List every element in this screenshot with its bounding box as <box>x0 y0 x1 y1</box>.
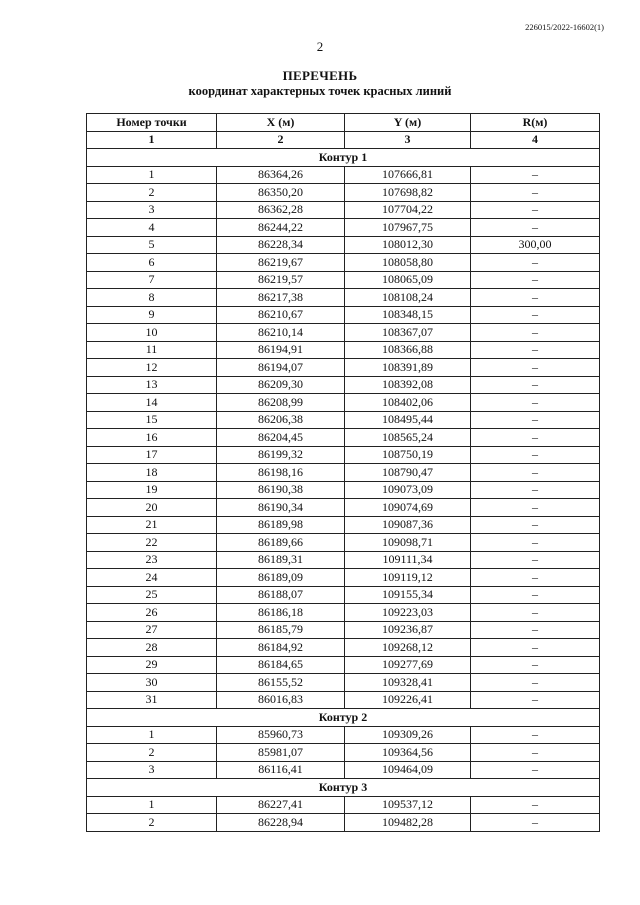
radius-cell: – <box>471 324 600 342</box>
point-number-cell: 3 <box>87 761 217 779</box>
radius-cell: – <box>471 656 600 674</box>
radius-cell: – <box>471 446 600 464</box>
radius-cell: – <box>471 796 600 814</box>
header-x: X (м) <box>217 114 345 132</box>
y-coordinate-cell: 108790,47 <box>345 464 471 482</box>
contour-title: Контур 2 <box>87 709 600 727</box>
radius-cell: – <box>471 254 600 272</box>
x-coordinate-cell: 86228,34 <box>217 236 345 254</box>
table-row <box>87 551 600 569</box>
x-coordinate-cell: 86189,09 <box>217 569 345 587</box>
y-coordinate-cell: 109119,12 <box>345 569 471 587</box>
point-number-cell: 10 <box>87 324 217 342</box>
table-row <box>87 726 600 744</box>
x-coordinate-cell: 86219,67 <box>217 254 345 272</box>
coordinates-table <box>86 113 600 832</box>
y-coordinate-cell: 108348,15 <box>345 306 471 324</box>
x-coordinate-cell: 86186,18 <box>217 604 345 622</box>
point-number-cell: 24 <box>87 569 217 587</box>
y-coordinate-cell: 108750,19 <box>345 446 471 464</box>
x-coordinate-cell: 86244,22 <box>217 219 345 237</box>
x-coordinate-cell: 86116,41 <box>217 761 345 779</box>
point-number-cell: 17 <box>87 446 217 464</box>
y-coordinate-cell: 108495,44 <box>345 411 471 429</box>
table-row <box>87 691 600 709</box>
point-number-cell: 30 <box>87 674 217 692</box>
point-number-cell: 15 <box>87 411 217 429</box>
y-coordinate-cell: 109223,03 <box>345 604 471 622</box>
point-number-cell: 2 <box>87 814 217 832</box>
x-coordinate-cell: 86016,83 <box>217 691 345 709</box>
y-coordinate-cell: 107704,22 <box>345 201 471 219</box>
x-coordinate-cell: 86194,91 <box>217 341 345 359</box>
radius-cell: – <box>471 464 600 482</box>
column-number: 2 <box>217 131 345 149</box>
radius-cell: – <box>471 691 600 709</box>
radius-cell: – <box>471 359 600 377</box>
radius-cell: – <box>471 534 600 552</box>
table-row <box>87 219 600 237</box>
radius-cell: – <box>471 306 600 324</box>
y-coordinate-cell: 109464,09 <box>345 761 471 779</box>
point-number-cell: 12 <box>87 359 217 377</box>
y-coordinate-cell: 108366,88 <box>345 341 471 359</box>
y-coordinate-cell: 109364,56 <box>345 744 471 762</box>
table-row <box>87 586 600 604</box>
document-title: ПЕРЕЧЕНЬ <box>282 68 358 83</box>
radius-cell: – <box>471 271 600 289</box>
x-coordinate-cell: 86189,98 <box>217 516 345 534</box>
y-coordinate-cell: 109328,41 <box>345 674 471 692</box>
radius-cell: – <box>471 674 600 692</box>
table-row <box>87 446 600 464</box>
y-coordinate-cell: 109155,34 <box>345 586 471 604</box>
x-coordinate-cell: 86209,30 <box>217 376 345 394</box>
y-coordinate-cell: 109277,69 <box>345 656 471 674</box>
table-row <box>87 674 600 692</box>
point-number-cell: 8 <box>87 289 217 307</box>
point-number-cell: 11 <box>87 341 217 359</box>
point-number-cell: 16 <box>87 429 217 447</box>
point-number-cell: 22 <box>87 534 217 552</box>
y-coordinate-cell: 108065,09 <box>345 271 471 289</box>
radius-cell: – <box>471 639 600 657</box>
radius-cell: – <box>471 726 600 744</box>
x-coordinate-cell: 86219,57 <box>217 271 345 289</box>
x-coordinate-cell: 86184,65 <box>217 656 345 674</box>
table-row <box>87 271 600 289</box>
table-row <box>87 814 600 832</box>
y-coordinate-cell: 109482,28 <box>345 814 471 832</box>
x-coordinate-cell: 86185,79 <box>217 621 345 639</box>
x-coordinate-cell: 86364,26 <box>217 166 345 184</box>
x-coordinate-cell: 86217,38 <box>217 289 345 307</box>
table-row <box>87 481 600 499</box>
radius-cell: – <box>471 219 600 237</box>
point-number-cell: 28 <box>87 639 217 657</box>
radius-cell: 300,00 <box>471 236 600 254</box>
y-coordinate-cell: 108012,30 <box>345 236 471 254</box>
point-number-cell: 19 <box>87 481 217 499</box>
radius-cell: – <box>471 166 600 184</box>
y-coordinate-cell: 109111,34 <box>345 551 471 569</box>
y-coordinate-cell: 109098,71 <box>345 534 471 552</box>
y-coordinate-cell: 109087,36 <box>345 516 471 534</box>
point-number-cell: 29 <box>87 656 217 674</box>
x-coordinate-cell: 86208,99 <box>217 394 345 412</box>
point-number-cell: 13 <box>87 376 217 394</box>
x-coordinate-cell: 86227,41 <box>217 796 345 814</box>
x-coordinate-cell: 86362,28 <box>217 201 345 219</box>
table-row <box>87 359 600 377</box>
y-coordinate-cell: 109236,87 <box>345 621 471 639</box>
point-number-cell: 7 <box>87 271 217 289</box>
radius-cell: – <box>471 411 600 429</box>
y-coordinate-cell: 109074,69 <box>345 499 471 517</box>
x-coordinate-cell: 86210,67 <box>217 306 345 324</box>
header-r: R(м) <box>471 114 600 132</box>
radius-cell: – <box>471 761 600 779</box>
table-header-row <box>87 114 600 132</box>
x-coordinate-cell: 86194,07 <box>217 359 345 377</box>
table-row <box>87 604 600 622</box>
table-row <box>87 376 600 394</box>
point-number-cell: 18 <box>87 464 217 482</box>
document-subtitle: координат характерных точек красных линий <box>188 84 452 98</box>
column-number: 3 <box>345 131 471 149</box>
point-number-cell: 4 <box>87 219 217 237</box>
y-coordinate-cell: 109073,09 <box>345 481 471 499</box>
radius-cell: – <box>471 394 600 412</box>
point-number-cell: 23 <box>87 551 217 569</box>
point-number-cell: 5 <box>87 236 217 254</box>
header-point-number: Номер точки <box>87 114 217 132</box>
radius-cell: – <box>471 184 600 202</box>
radius-cell: – <box>471 814 600 832</box>
x-coordinate-cell: 86210,14 <box>217 324 345 342</box>
contour-title: Контур 3 <box>87 779 600 797</box>
header-y: Y (м) <box>345 114 471 132</box>
radius-cell: – <box>471 621 600 639</box>
table-row <box>87 201 600 219</box>
table-row <box>87 569 600 587</box>
radius-cell: – <box>471 201 600 219</box>
table-row <box>87 761 600 779</box>
contour-header-row <box>87 149 600 167</box>
radius-cell: – <box>471 569 600 587</box>
contour-header-row <box>87 709 600 727</box>
radius-cell: – <box>471 586 600 604</box>
point-number-cell: 1 <box>87 726 217 744</box>
y-coordinate-cell: 107698,82 <box>345 184 471 202</box>
table-row <box>87 429 600 447</box>
point-number-cell: 2 <box>87 744 217 762</box>
table-row <box>87 621 600 639</box>
y-coordinate-cell: 108391,89 <box>345 359 471 377</box>
y-coordinate-cell: 108565,24 <box>345 429 471 447</box>
table-row <box>87 289 600 307</box>
y-coordinate-cell: 108402,06 <box>345 394 471 412</box>
table-row <box>87 306 600 324</box>
radius-cell: – <box>471 289 600 307</box>
table-row <box>87 534 600 552</box>
table-row <box>87 341 600 359</box>
x-coordinate-cell: 86204,45 <box>217 429 345 447</box>
x-coordinate-cell: 85960,73 <box>217 726 345 744</box>
y-coordinate-cell: 108058,80 <box>345 254 471 272</box>
x-coordinate-cell: 86155,52 <box>217 674 345 692</box>
table-row <box>87 254 600 272</box>
x-coordinate-cell: 86189,31 <box>217 551 345 569</box>
point-number-cell: 2 <box>87 184 217 202</box>
radius-cell: – <box>471 341 600 359</box>
point-number-cell: 3 <box>87 201 217 219</box>
column-number: 4 <box>471 131 600 149</box>
table-row <box>87 639 600 657</box>
radius-cell: – <box>471 499 600 517</box>
point-number-cell: 1 <box>87 796 217 814</box>
y-coordinate-cell: 107967,75 <box>345 219 471 237</box>
y-coordinate-cell: 108367,07 <box>345 324 471 342</box>
table-row <box>87 464 600 482</box>
column-number-row <box>87 131 600 149</box>
table-row <box>87 499 600 517</box>
point-number-cell: 14 <box>87 394 217 412</box>
x-coordinate-cell: 86206,38 <box>217 411 345 429</box>
point-number-cell: 1 <box>87 166 217 184</box>
x-coordinate-cell: 85981,07 <box>217 744 345 762</box>
x-coordinate-cell: 86189,66 <box>217 534 345 552</box>
radius-cell: – <box>471 744 600 762</box>
radius-cell: – <box>471 376 600 394</box>
table-row <box>87 796 600 814</box>
x-coordinate-cell: 86198,16 <box>217 464 345 482</box>
page-number: 2 <box>316 39 324 54</box>
y-coordinate-cell: 108392,08 <box>345 376 471 394</box>
x-coordinate-cell: 86190,38 <box>217 481 345 499</box>
table-row <box>87 394 600 412</box>
y-coordinate-cell: 108108,24 <box>345 289 471 307</box>
x-coordinate-cell: 86188,07 <box>217 586 345 604</box>
x-coordinate-cell: 86350,20 <box>217 184 345 202</box>
table-row <box>87 411 600 429</box>
contour-header-row <box>87 779 600 797</box>
x-coordinate-cell: 86184,92 <box>217 639 345 657</box>
table-row <box>87 166 600 184</box>
point-number-cell: 31 <box>87 691 217 709</box>
point-number-cell: 27 <box>87 621 217 639</box>
table-body <box>87 149 600 832</box>
document-number: 226015/2022-16602(1) <box>525 22 604 32</box>
y-coordinate-cell: 107666,81 <box>345 166 471 184</box>
point-number-cell: 26 <box>87 604 217 622</box>
radius-cell: – <box>471 516 600 534</box>
table-row <box>87 516 600 534</box>
y-coordinate-cell: 109537,12 <box>345 796 471 814</box>
x-coordinate-cell: 86190,34 <box>217 499 345 517</box>
point-number-cell: 6 <box>87 254 217 272</box>
x-coordinate-cell: 86199,32 <box>217 446 345 464</box>
point-number-cell: 21 <box>87 516 217 534</box>
radius-cell: – <box>471 429 600 447</box>
table-row <box>87 324 600 342</box>
radius-cell: – <box>471 551 600 569</box>
radius-cell: – <box>471 604 600 622</box>
x-coordinate-cell: 86228,94 <box>217 814 345 832</box>
table-row <box>87 656 600 674</box>
y-coordinate-cell: 109226,41 <box>345 691 471 709</box>
contour-title: Контур 1 <box>87 149 600 167</box>
point-number-cell: 25 <box>87 586 217 604</box>
column-number: 1 <box>87 131 217 149</box>
table-row <box>87 744 600 762</box>
table-row <box>87 184 600 202</box>
table-row <box>87 236 600 254</box>
y-coordinate-cell: 109309,26 <box>345 726 471 744</box>
radius-cell: – <box>471 481 600 499</box>
point-number-cell: 9 <box>87 306 217 324</box>
point-number-cell: 20 <box>87 499 217 517</box>
y-coordinate-cell: 109268,12 <box>345 639 471 657</box>
